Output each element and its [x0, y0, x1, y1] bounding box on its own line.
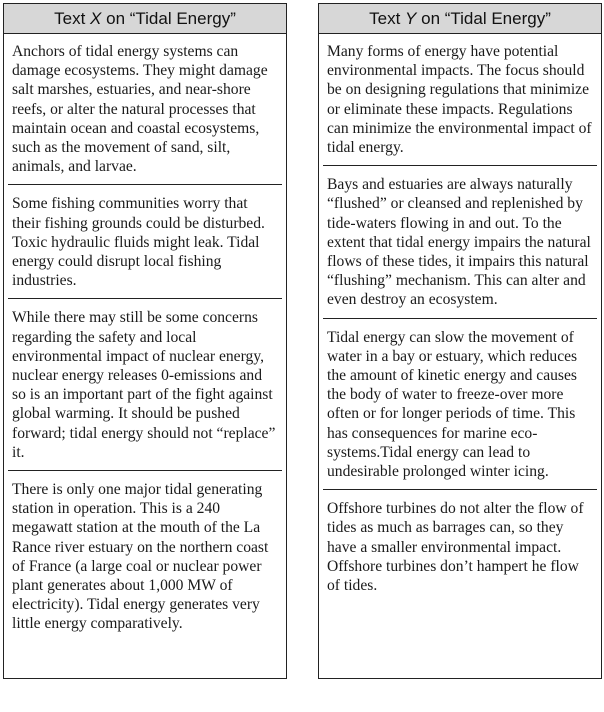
- text-x-title: [4, 4, 286, 34]
- text-y-paragraph-3: Tidal energy can slow the movement of water in a bay or estuary, which reduces the amount of kinetic energy and causes the body of water to freeze-over more often or for longer periods of time. This has consequences for marine eco-systems.Tidal energy can lead to undesirable prolonged winter icing.: [323, 325, 597, 491]
- text-x-title-letter: X: [90, 8, 102, 28]
- text-y-title: [319, 4, 601, 34]
- text-x-paragraphs: [4, 34, 286, 642]
- text-y-paragraph-2: Bays and estuaries are always naturally “flushed” or cleansed and replenished by tide-waters flowing in and out. To the extent that tidal energy impairs the natural flows of these tides, it impairs this natural “flushing” mechanism. This can alter and even destroy an ecosystem.: [323, 172, 597, 318]
- text-y-title-prefix: Text: [369, 8, 401, 28]
- text-y-title-suffix: on “Tidal Energy”: [421, 8, 551, 28]
- text-x-paragraph-2: Some fishing communities worry that their fishing grounds could be disturbed. Toxic hydraulic fluids might leak. Tidal energy could disrupt local fishing industries.: [8, 191, 282, 299]
- text-x-paragraph-1: Anchors of tidal energy systems can damage ecosystems. They might damage salt marshes, estuaries, and near-shore reefs, or alter the natural processes that maintain ocean and coastal ecosystems, such as the movement of sand, silt, animals, and larvae.: [8, 39, 282, 185]
- text-y-paragraph-1: Many forms of energy have potential environmental impacts. The focus should be on designing regulations that minimize or eliminate these impacts. Regulations can minimize the environmental impact of tidal energy.: [323, 39, 597, 166]
- text-x-panel: [3, 3, 287, 679]
- text-x-title-suffix: on “Tidal Energy”: [106, 8, 236, 28]
- text-x-paragraph-3: While there may still be some concerns regarding the safety and local environmental impact of nuclear energy, nuclear energy releases 0-emissions and so is an important part of the fight against global warming. It should be pushed forward; tidal energy should not “replace” it.: [8, 305, 282, 471]
- text-y-paragraph-4: Offshore turbines do not alter the flow of tides as much as barrages can, so they have a smaller environmental impact. Offshore turbines don’t hampert he flow of tides.: [327, 500, 584, 595]
- text-y-panel: [318, 3, 602, 679]
- text-x-title-prefix: Text: [54, 8, 86, 28]
- text-x-paragraph-4: There is only one major tidal generating station in operation. This is a 240 megawatt station at the mouth of the La Rance river estuary on the northern coast of France (a large coal or nuclear power plant generates about 1,000 MW of electricity). Tidal energy generates very little energy comparatively.: [12, 481, 269, 633]
- text-y-title-letter: Y: [405, 8, 417, 28]
- text-y-paragraphs: [319, 34, 601, 603]
